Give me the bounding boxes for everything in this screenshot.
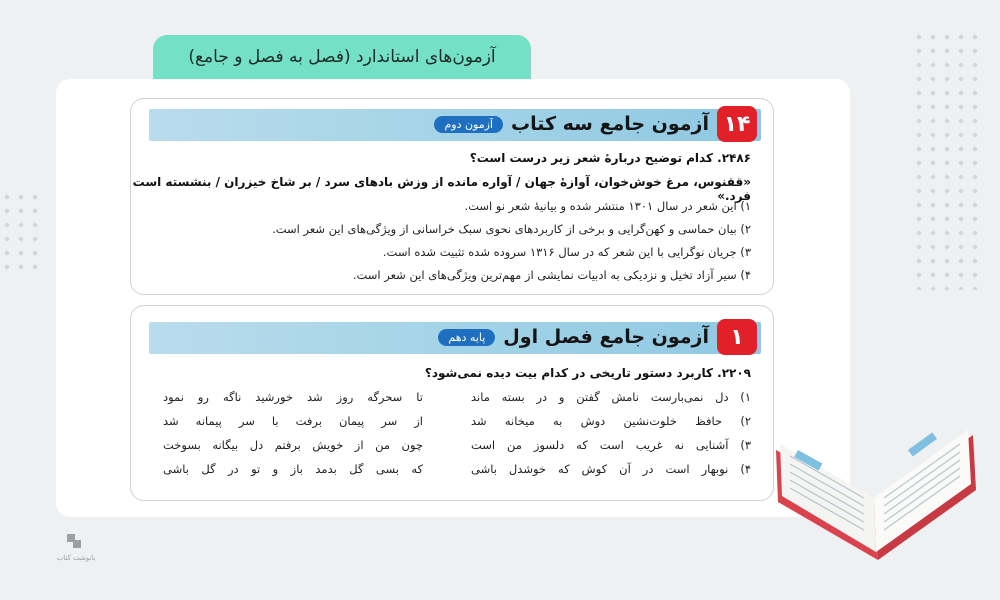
option-1-hemistich-1: ۱) دل نمی‌بارست نامش گفتن و در بسته ماند: [471, 390, 751, 404]
exam-number-badge: ۱: [717, 319, 757, 355]
brand-logo-icon: [63, 530, 89, 552]
question-text: ۲۲۰۹. کاربرد دستور تاریخی در کدام بیت دیده نمی‌شود؟: [424, 366, 751, 380]
option-3-hemistich-2: چون من از خویش برفتم دل بیگانه بسوخت: [163, 438, 423, 452]
book-page-left: [780, 444, 876, 552]
section-title: آزمون‌های استاندارد (فصل به فصل و جامع): [188, 47, 496, 67]
section-header-tab: [153, 35, 531, 79]
option-2-hemistich-2: از سر پیمان برفت با سر پیمانه شد: [163, 414, 423, 428]
option-2-hemistich-1: ۲) حافظ خلوت‌نشین دوش به میخانه شد: [471, 414, 751, 428]
dot-pattern-left: [0, 190, 40, 270]
option-4-hemistich-2: که بسی گل بدمد باز و تو در گل باشی: [163, 462, 423, 476]
brand-logo: [56, 530, 96, 562]
exam-tag: پایه دهم: [438, 329, 495, 346]
exam-title: آزمون جامع سه کتاب: [511, 113, 709, 135]
exam-title: آزمون جامع فصل اول: [503, 326, 709, 348]
option-1-hemistich-2: تا سحرگه روز شد خورشید ناگه رو نمود: [163, 390, 423, 404]
exam-scan-1: [130, 98, 774, 295]
option-1: ۱) این شعر در سال ۱۳۰۱ منتشر شده و بیانیهٔ شعر نو است.: [464, 199, 751, 213]
option-3-hemistich-1: ۳) آشنایی نه غریب است که دلسوز من است: [471, 438, 751, 452]
option-2: ۲) بیان حماسی و کهن‌گرایی و برخی از کاربردهای نحوی سبک خراسانی از ویژگی‌های این شعر است.: [272, 222, 751, 236]
option-4: ۴) سیر آزاد تخیل و نزدیکی به ادبیات نمایشی از مهم‌ترین ویژگی‌های این شعر است.: [352, 268, 751, 282]
option-3: ۳) جریان نوگرایی با این شعر که در سال ۱۳۱۶ سروده شده تثبیت شده است.: [382, 245, 751, 259]
exam-tag: آزمون دوم: [434, 116, 503, 133]
poem-quote: «ققنوس، مرغ خوش‌خوان، آوازهٔ جهان / آواره مانده از وزش بادهای سرد / بر شاخ خیزران / بنشسته است فرد.»: [132, 175, 751, 203]
exam-scan-2: [130, 305, 774, 501]
brand-logo-text: بانوشت کتاب: [56, 554, 96, 562]
exam-heading: [434, 106, 757, 142]
option-4-hemistich-1: ۴) نوبهار است در آن کوش که خوشدل باشی: [471, 462, 751, 476]
book-heading-mark: [908, 432, 937, 456]
exam-number-badge: ۱۴: [717, 106, 757, 142]
open-book-illustration: [768, 410, 983, 570]
question-text: ۲۴۸۶. کدام توضیح دربارهٔ شعر زیر درست است؟: [469, 151, 751, 165]
dot-pattern: [912, 30, 982, 290]
exam-heading: [438, 319, 757, 355]
